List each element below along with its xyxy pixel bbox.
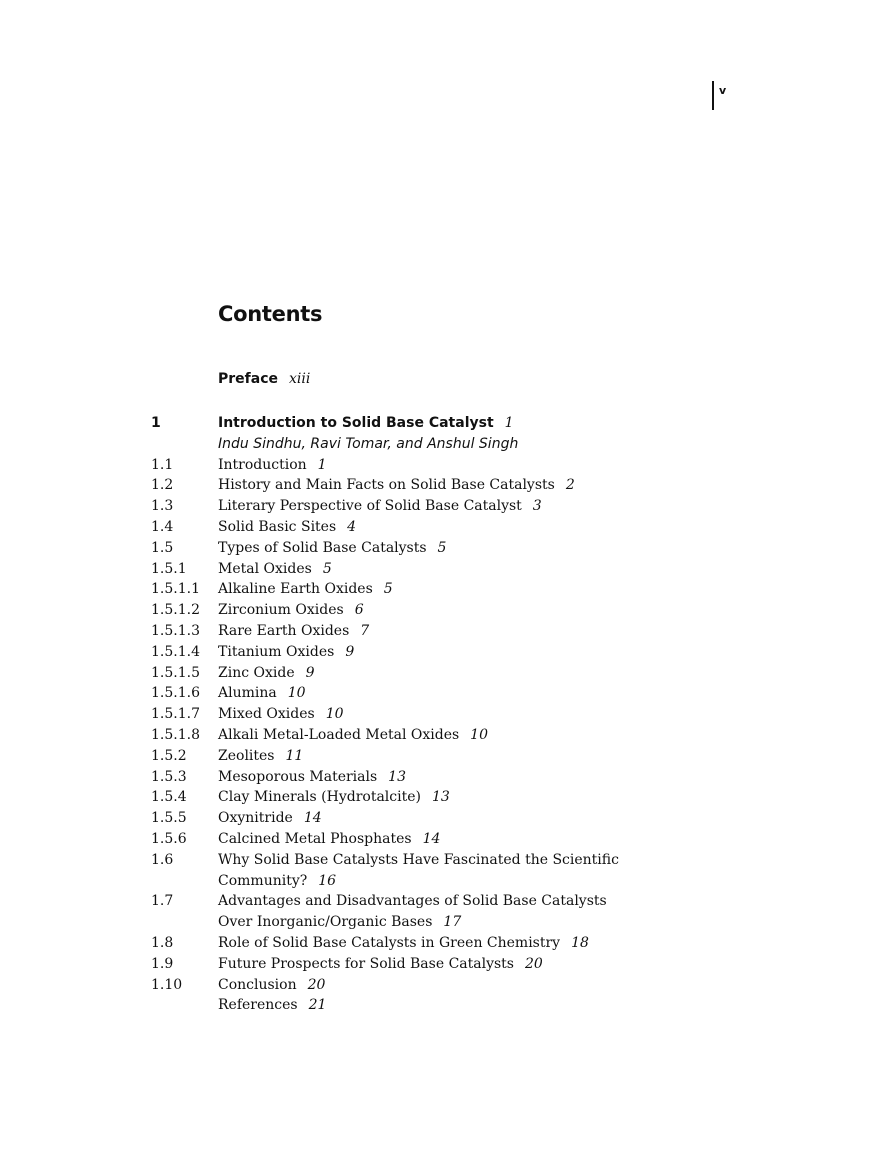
- toc-entry-title: Solid Basic Sites: [218, 518, 337, 535]
- toc-entry: [0, 725, 879, 746]
- toc-entry-page: 10: [325, 706, 344, 723]
- toc-entry-page: 13: [431, 789, 450, 806]
- toc-entry: [0, 538, 879, 559]
- toc-entry-number: 1.7: [151, 893, 174, 910]
- toc-entry-page: 17: [443, 914, 462, 931]
- toc-entry-title: Why Solid Base Catalysts Have Fascinated the Scientific Community?: [218, 851, 619, 889]
- toc-entry-title: Zinc Oxide: [218, 664, 295, 681]
- toc-entry-page: 13: [388, 768, 406, 785]
- toc-entry-title: Titanium Oxides: [218, 643, 335, 660]
- toc-entry: [0, 891, 879, 933]
- toc-entry-number: 1.5.1.5: [151, 664, 200, 681]
- toc-entry-title: Introduction: [218, 456, 307, 473]
- toc-entry: [0, 579, 879, 600]
- toc-entry: [0, 455, 879, 476]
- toc-entry-title: Metal Oxides: [218, 560, 312, 577]
- toc-entry-page: 18: [571, 934, 589, 951]
- toc-entry-page: 20: [524, 955, 543, 972]
- toc-entry: [0, 808, 879, 829]
- toc-entry-number: 1.5.1.8: [151, 726, 200, 743]
- toc-entry: [0, 600, 879, 621]
- page-number-rule: [712, 81, 714, 110]
- toc-entry-number: 1.5.3: [151, 768, 187, 785]
- toc-entry-title: Types of Solid Base Catalysts: [218, 539, 427, 556]
- toc-entry: [0, 767, 879, 788]
- toc-entry-title: Oxynitride: [218, 810, 293, 827]
- toc-entry-number: 1.8: [151, 934, 174, 951]
- preface-label: Preface: [218, 371, 278, 387]
- toc-entry-title: Advantages and Disadvantages of Solid Base Catalysts Over Inorganic/Organic Bases: [218, 893, 607, 931]
- toc-entry-title: References: [218, 997, 298, 1014]
- toc-entry-number: 1.6: [151, 851, 174, 868]
- chapter-authors: Indu Sindhu, Ravi Tomar, and Anshul Singh: [218, 435, 519, 452]
- toc-entry: [0, 621, 879, 642]
- toc-entry-number: 1.5.1.4: [151, 643, 200, 660]
- toc-entry-page: 9: [305, 664, 315, 681]
- chapter-heading: [0, 413, 879, 434]
- toc-entry-number: 1.9: [151, 955, 174, 972]
- toc-entry: [0, 829, 879, 850]
- toc-entry: [0, 975, 879, 996]
- toc-entry-number: 1.5.2: [151, 747, 187, 764]
- contents-title: Contents: [218, 302, 323, 326]
- toc-entry-number: 1.5.1.7: [151, 706, 200, 723]
- toc-entry-title: Calcined Metal Phosphates: [218, 830, 412, 847]
- toc-entry-number: 1.5.1.2: [151, 602, 200, 619]
- toc-entry-page: 16: [318, 872, 337, 889]
- toc-entry-page: 5: [437, 539, 447, 556]
- toc-entry-number: 1.5.1.3: [151, 622, 200, 639]
- toc-entry-page: 2: [565, 477, 575, 494]
- toc-entry-page: 11: [285, 747, 304, 764]
- toc-entry-number: 1.5.1.1: [151, 581, 200, 598]
- toc-entry-title: Literary Perspective of Solid Base Catalyst: [218, 498, 522, 515]
- toc-entry-title: Mixed Oxides: [218, 706, 315, 723]
- toc-entry-number: 1.5: [151, 539, 174, 556]
- toc-entry: [0, 517, 879, 538]
- toc-entry-page: 14: [303, 810, 322, 827]
- toc-entry-title: Alumina: [218, 685, 277, 702]
- toc-entry-title: Clay Minerals (Hydrotalcite): [218, 789, 421, 806]
- toc-entry: [0, 995, 879, 1016]
- toc-entry-page: 20: [307, 976, 326, 993]
- toc-entry-title: Zirconium Oxides: [218, 602, 344, 619]
- toc-entry-title: Rare Earth Oxides: [218, 622, 350, 639]
- toc-entry-title: Role of Solid Base Catalysts in Green Chemistry: [218, 934, 561, 951]
- toc-entry-number: 1.5.6: [151, 830, 187, 847]
- toc-entry: [0, 642, 879, 663]
- toc-entry-title: Alkali Metal-Loaded Metal Oxides: [218, 726, 460, 743]
- toc-entry-page: 6: [354, 602, 364, 619]
- toc-entry: [0, 496, 879, 517]
- toc-entry-number: 1.1: [151, 456, 174, 473]
- toc-entry-title: Mesoporous Materials: [218, 768, 378, 785]
- toc-entry: [0, 704, 879, 725]
- toc-entry-number: 1.3: [151, 498, 174, 515]
- toc-entry-number: 1.5.1.6: [151, 685, 200, 702]
- toc-entry-page: 14: [422, 830, 441, 847]
- toc-entry: [0, 954, 879, 975]
- toc-entry: [0, 683, 879, 704]
- toc-entry-number: 1.5.5: [151, 810, 187, 827]
- chapter-title: Introduction to Solid Base Catalyst: [218, 415, 494, 431]
- toc-entry: [0, 746, 879, 767]
- toc-entry-number: 1.2: [151, 477, 174, 494]
- toc-entry-number: 1.5.1: [151, 560, 187, 577]
- preface-page: xiii: [289, 371, 311, 387]
- toc-entry-page: 5: [383, 581, 393, 598]
- toc-entry-page: 10: [287, 685, 306, 702]
- toc-entry: [0, 559, 879, 580]
- toc-entry-title: Future Prospects for Solid Base Catalysts: [218, 955, 514, 972]
- toc-preface-entry: [218, 371, 310, 387]
- toc-entry-title: Zeolites: [218, 747, 275, 764]
- toc-entry-page: 9: [345, 643, 355, 660]
- toc-entry-page: 21: [308, 997, 327, 1014]
- toc-entry-page: 5: [322, 560, 332, 577]
- toc-entry-title: Alkaline Earth Oxides: [218, 581, 373, 598]
- toc-entry: [0, 663, 879, 684]
- toc-entry-page: 7: [360, 622, 370, 639]
- toc-entry: [0, 787, 879, 808]
- toc-entry-number: 1.10: [151, 976, 183, 993]
- chapter-number: 1: [151, 415, 161, 431]
- toc-entry-page: 10: [470, 726, 488, 743]
- toc-entry-title: Conclusion: [218, 976, 297, 993]
- toc-entry-page: 3: [532, 498, 542, 515]
- toc-entry: [0, 933, 879, 954]
- toc-section-list: [0, 455, 879, 1017]
- page-number: v: [719, 84, 727, 97]
- toc-chapter-1: [0, 413, 879, 1016]
- chapter-page: 1: [504, 415, 514, 431]
- toc-entry-number: 1.5.4: [151, 789, 187, 806]
- toc-entry: [0, 475, 879, 496]
- toc-entry: [0, 850, 879, 892]
- toc-entry-title: History and Main Facts on Solid Base Catalysts: [218, 477, 555, 494]
- toc-entry-page: 1: [317, 456, 327, 473]
- toc-entry-page: 4: [347, 518, 357, 535]
- toc-entry-number: 1.4: [151, 518, 174, 535]
